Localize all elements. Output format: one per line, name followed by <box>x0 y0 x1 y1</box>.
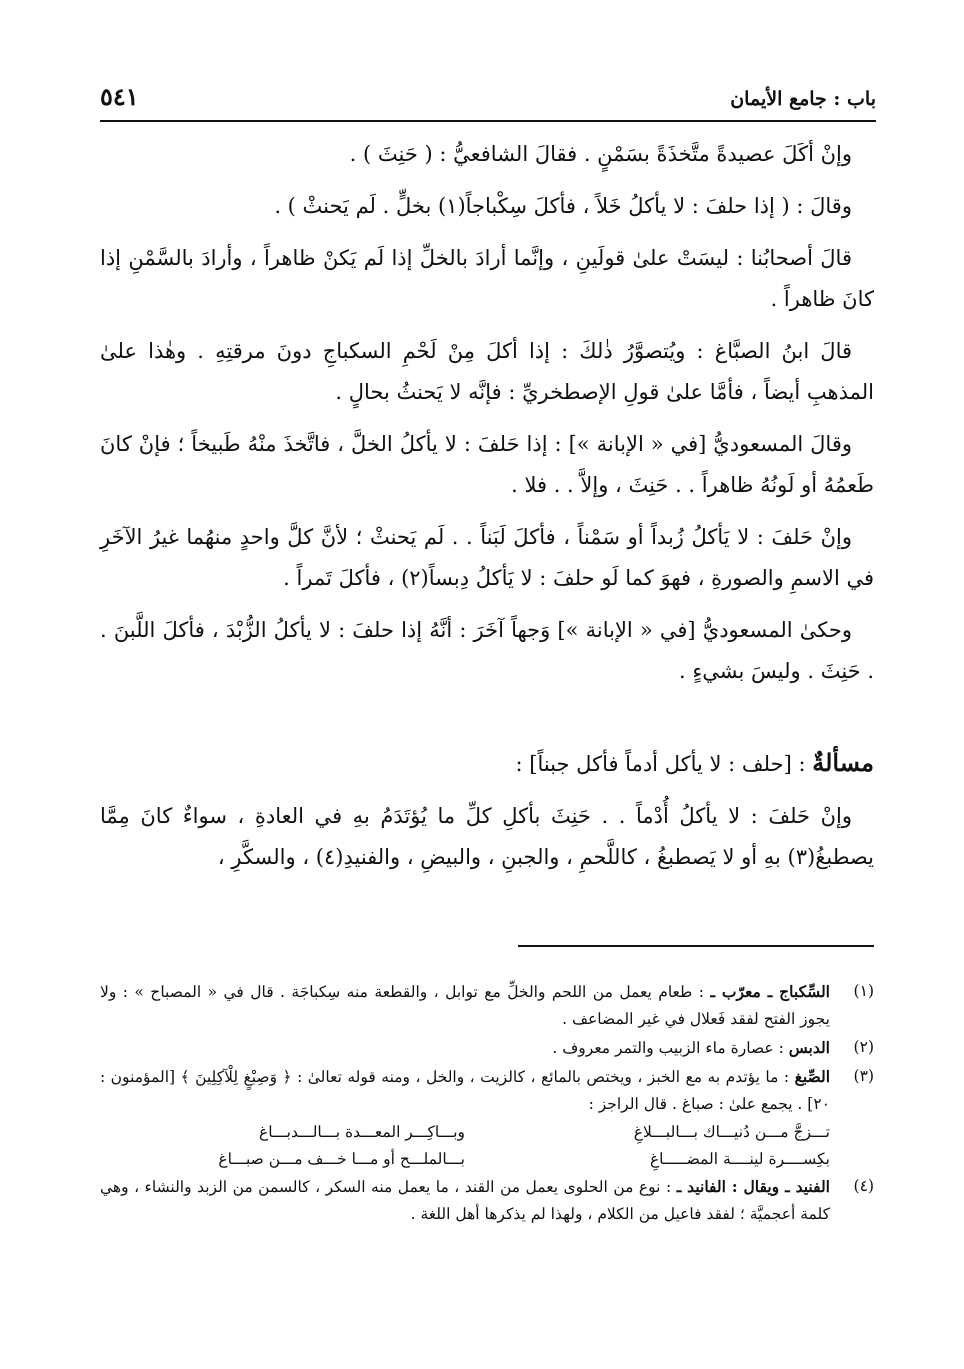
footnote-term: الدبس <box>788 1038 830 1057</box>
footnote-text: : نوع من الحلوى يعمل من القند ، ما يعمل منه السكر ، كالسمن من الزبد والنشاء ، وهي كلمة أعجميَّة ؛ لفقد فاعيل من الكلام ، ولهذا لم يذكرها أهل اللغة . <box>100 1178 830 1223</box>
paragraph: وإنْ أكَلَ عصيدةً متَّخذَةً بسَمْنٍ . فقالَ الشافعيُّ : ( حَنِثَ ) . <box>349 142 852 166</box>
footnote-term: السِّكباج ـ معرّب ـ <box>710 982 830 1001</box>
footnote-term: الصِّبغ <box>794 1067 831 1086</box>
page-number: ٥٤١ <box>100 82 139 111</box>
footnote-number: (٢) <box>853 1038 874 1056</box>
problem-title: : [حلف : لا يأكل أدماً فأكل جبناً] : <box>515 752 806 776</box>
footnote <box>100 1063 874 1118</box>
footnote-text: : عصارة ماء الزبيب والتمر معروف . <box>552 1039 784 1057</box>
footnote-rule <box>518 945 874 947</box>
page-header <box>100 80 876 120</box>
main-text <box>100 134 874 889</box>
footnote-text: : طعام يعمل من اللحم والخلِّ مع توابل ، والقطعة منه سِكباجَة . قال في « المصباح » : ولا يجوز الفتح لفقد فَعلال في غير المضاعف . <box>100 983 830 1028</box>
header-rule <box>100 120 876 122</box>
footnote-number: (٣) <box>853 1067 874 1085</box>
paragraph: وحكىٰ المسعوديُّ [في « الإبانة »] وَجهاً آخَرَ : أنَّهُ إذا حلفَ : لا يأكلُ الزُّبْدَ ، فأكلَ اللَّبنَ . . حَنِثَ . وليسَ بشيءٍ . <box>100 618 874 683</box>
paragraph: وقالَ : ( إذا حلفَ : لا يأكلُ خَلاً ، فأكلَ سِكْباجاً(١) بخلٍّ . لَم يَحنثْ ) . <box>274 194 852 218</box>
paragraph: وإنْ حَلفَ : لا يَأكلُ زُبداً أو سَمْناً ، فأكلَ لَبَناً . . لَم يَحنثْ ؛ لأنَّ كلَّ واحدٍ منهُما غيرُ الآخَرِ في الاسمِ والصورةِ ، فهوَ كما لَو حلفَ : لا يَأكلُ دِبساً(٢) ، فأكلَ تَمراً . <box>100 525 874 590</box>
footnote-number: (٤) <box>853 1177 874 1195</box>
paragraph: قالَ أصحابُنا : ليسَتْ علىٰ قولَينِ ، وإنَّما أرادَ بالخلِّ إذا لَم يَكنْ ظاهراً ، وأرادَ بالسَّمْنِ إذا كانَ ظاهراً . <box>100 246 874 311</box>
footnotes <box>100 978 874 1229</box>
paragraph: وقالَ المسعوديُّ [في « الإبانة »] : إذا حَلفَ : لا يأكلُ الخلَّ ، فاتَّخذَ منْهُ طَبيخاً ؛ فإنْ كانَ طَعمُهُ أو لَونُهُ ظاهراً . . حَنِثَ ، وإلاَّ . . فلا . <box>100 432 874 497</box>
poem <box>100 1119 874 1173</box>
footnote <box>100 1034 874 1062</box>
chapter-title: باب : جامع الأيمان <box>730 88 876 110</box>
footnote <box>100 1173 874 1228</box>
verse-hemistich: تـــزجَّ مـــن دُنيـــاك بـــالبـــلاغِ <box>633 1123 830 1141</box>
footnote-term: الفنيد ـ ويقال : الفانيد ـ <box>676 1177 830 1196</box>
footnote-number: (١) <box>853 982 874 1000</box>
verse-hemistich: وبـــاكِـــر المعـــدة بـــالـــدبـــاغ <box>259 1123 465 1141</box>
verse-hemistich: بكِســــرة لينــــة المضـــــاغِ <box>649 1150 830 1168</box>
problem-label: مسألةٌ <box>812 748 874 777</box>
problem-text: وإنْ حَلفَ : لا يأكلُ أُدْماً . . حَنِثَ بأكلِ كلِّ ما يُؤتَدَمُ بهِ في العادةِ ، سواءٌ كانَ مِمَّا يصطبغُ(٣) بهِ أو لا يَصطبغُ ، كاللَّحمِ ، والجبنِ ، والبيضِ ، والفنيدِ(٤) ، والسكَّرِ ، <box>100 804 874 869</box>
paragraph: قالَ ابنُ الصبَّاغ : ويُتصوَّرُ ذٰلكَ : إذا أكلَ مِنْ لَحْمِ السكباجِ دونَ مرقتِهِ . وهٰذا علىٰ المذهبِ أيضاً ، فأمَّا علىٰ قولِ الإصطخريِّ : فإنَّه لا يَحنثُ بحالٍ . <box>100 339 874 404</box>
problem-heading <box>100 742 874 785</box>
verse-line <box>100 1119 874 1146</box>
verse-line <box>100 1146 874 1173</box>
footnote <box>100 978 874 1033</box>
footnote-text: : ما يؤتدم به مع الخبز ، ويختص بالمائع ، كالزيت ، والخل ، ومنه قوله تعالىٰ : ﴿ وَصِبْغٍ لِلْآكِلِينَ ﴾ [المؤمنون : ٢٠] . يجمع علىٰ : صباغ . قال الراجز : <box>100 1068 830 1113</box>
verse-hemistich: بـــالملـــح أو مـــا خـــف مـــن صبـــاغ <box>218 1150 465 1168</box>
